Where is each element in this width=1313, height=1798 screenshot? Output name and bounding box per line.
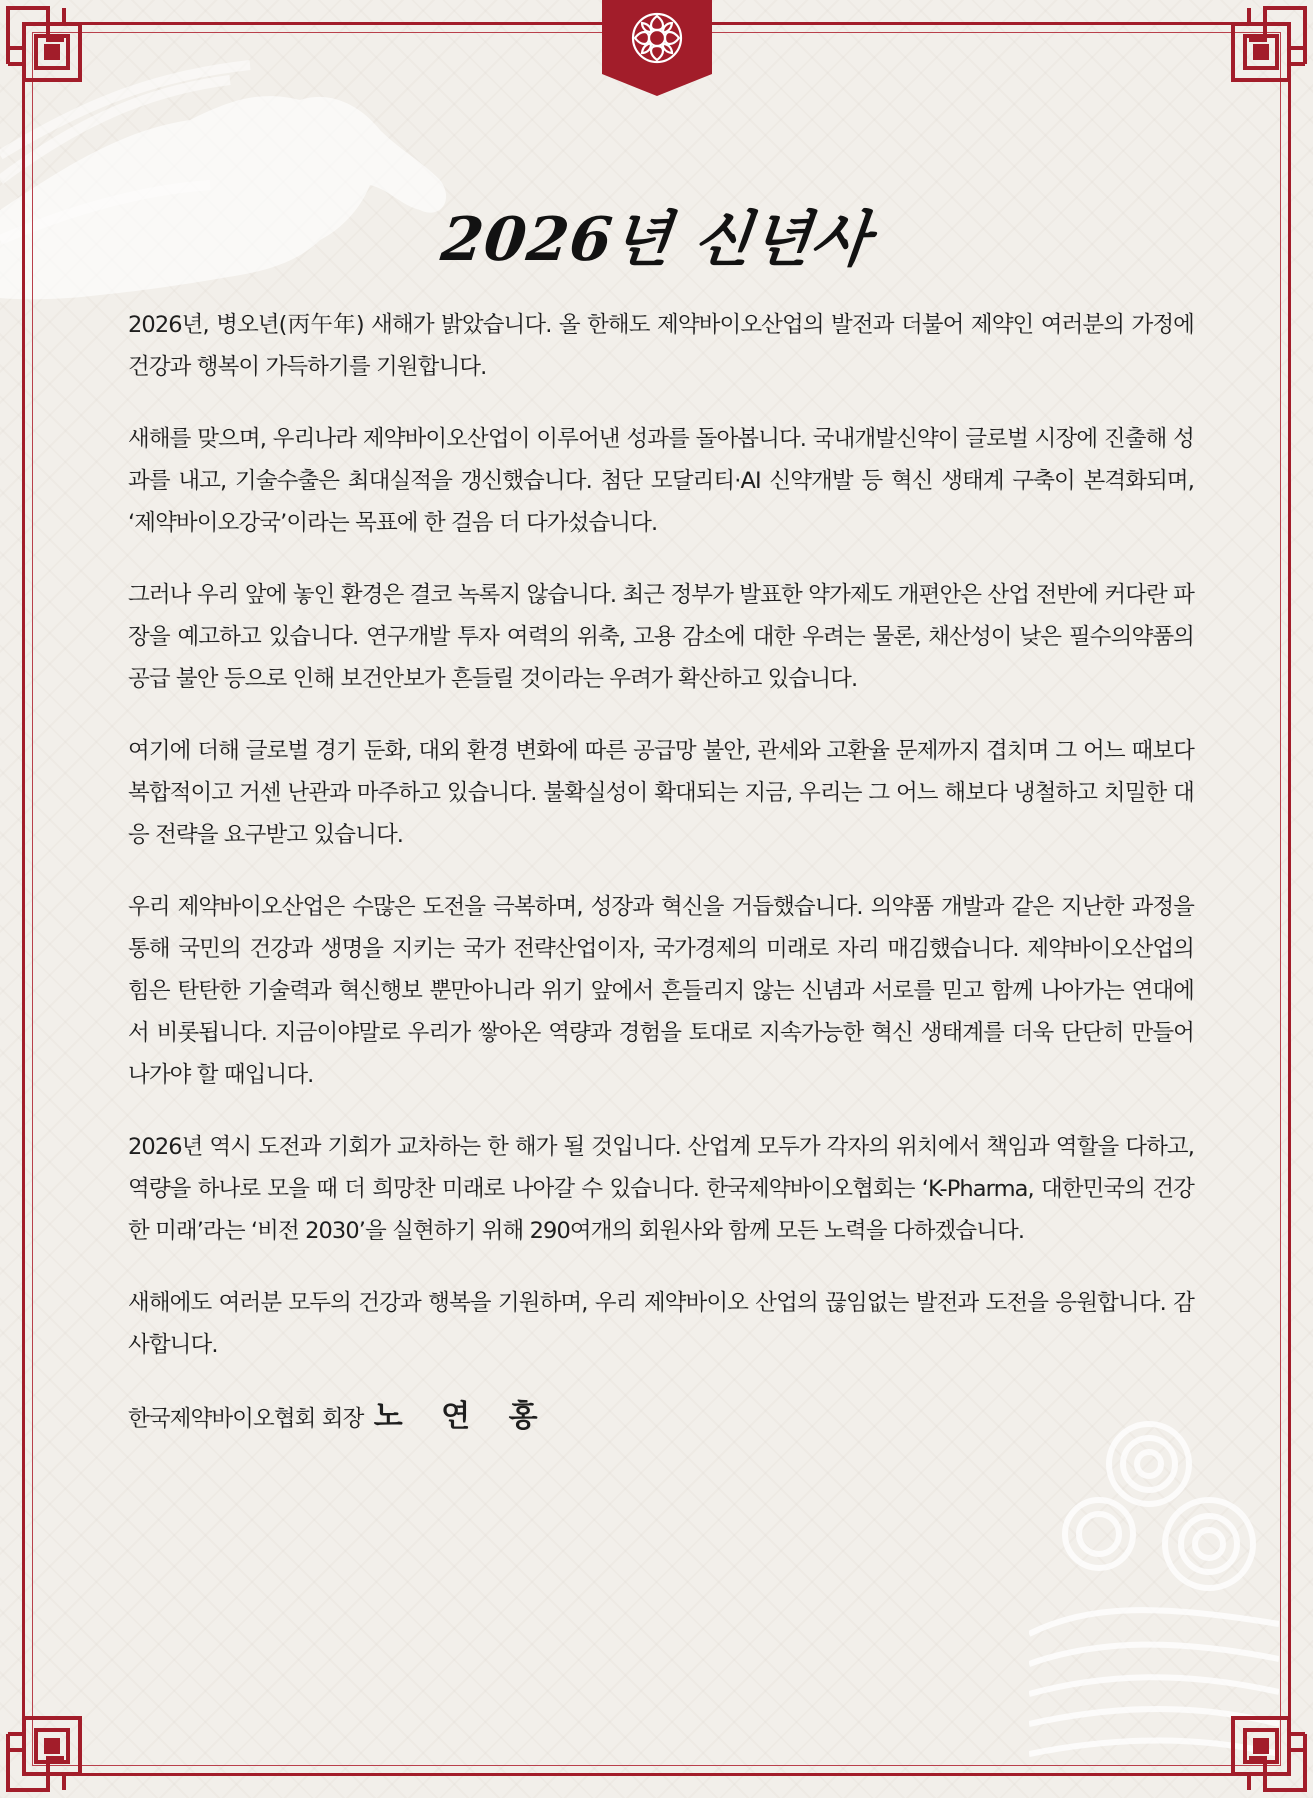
paragraph: 새해에도 여러분 모두의 건강과 행복을 기원하며, 우리 제약바이오 산업의 끊임없는 발전과 도전을 응원합니다. 감사합니다. bbox=[128, 1290, 1194, 1358]
paragraph: 새해를 맞으며, 우리나라 제약바이오산업이 이루어낸 성과를 돌아봅니다. 국내개발신약이 글로벌 시장에 진출해 성과를 내고, 기술수출은 최대실적을 갱신했습니다. 첨단 모달리티·AI 신약개발 등 혁신 생태계 구축이 본격화되며, ‘제약바이오강국’이라는 목표에 한 걸음 더 다가섰습니다. bbox=[128, 426, 1194, 536]
signature-name: 노 연 홍 bbox=[373, 1399, 552, 1434]
corner-ornament-icon bbox=[0, 1698, 100, 1798]
corner-ornament-icon bbox=[1213, 1698, 1313, 1798]
paragraph: 그러나 우리 앞에 놓인 환경은 결코 녹록지 않습니다. 최근 정부가 발표한 약가제도 개편안은 산업 전반에 커다란 파장을 예고하고 있습니다. 연구개발 투자 여력의 위축, 고용 감소에 대한 우려는 물론, 채산성이 낮은 필수의약품의 공급 불안 등으로 인해 보건안보가 흔들릴 것이라는 우려가 확산하고 있습니다. bbox=[128, 582, 1194, 692]
paragraph: 2026년, 병오년(丙午年) 새해가 밝았습니다. 올 한해도 제약바이오산업의 발전과 더불어 제약인 여러분의 가정에 건강과 행복이 가득하기를 기원합니다. bbox=[128, 312, 1194, 380]
paragraph: 우리 제약바이오산업은 수많은 도전을 극복하며, 성장과 혁신을 거듭했습니다. 의약품 개발과 같은 지난한 과정을 통해 국민의 건강과 생명을 지키는 국가 전략산업이자, 국가경제의 미래로 자리 매김했습니다. 제약바이오산업의 힘은 탄탄한 기술력과 혁신행보 뿐만아니라 위기 앞에서 흔들리지 않는 신념과 서로를 믿고 함께 나아가는 연대에서 비롯됩니다. 지금이야말로 우리가 쌓아온 역량과 경험을 토대로 지속가능한 혁신 생태계를 더욱 단단히 만들어 나가야 할 때입니다. bbox=[128, 894, 1194, 1088]
signature-line bbox=[128, 1396, 1194, 1440]
flower-emblem-ribbon-icon bbox=[598, 0, 716, 98]
signature-position: 한국제약바이오협회 회장 bbox=[128, 1406, 364, 1432]
letter-body bbox=[128, 304, 1194, 1440]
paragraph: 여기에 더해 글로벌 경기 둔화, 대외 환경 변화에 따른 공급망 불안, 관세와 고환율 문제까지 겹치며 그 어느 때보다 복합적이고 거센 난관과 마주하고 있습니다. 불확실성이 확대되는 지금, 우리는 그 어느 해보다 냉철하고 치밀한 대응 전략을 요구받고 있습니다. bbox=[128, 738, 1194, 848]
letter-title: 2026년 신년사 bbox=[437, 205, 875, 276]
corner-ornament-icon bbox=[0, 0, 100, 100]
corner-ornament-icon bbox=[1213, 0, 1313, 100]
paragraph: 2026년 역시 도전과 기회가 교차하는 한 해가 될 것입니다. 산업계 모두가 각자의 위치에서 책임과 역할을 다하고, 역량을 하나로 모을 때 더 희망찬 미래로 나아갈 수 있습니다. 한국제약바이오협회는 ‘K-Pharma, 대한민국의 건강한 미래’라는 ‘비전 2030’을 실현하기 위해 290여개의 회원사와 함께 모든 노력을 다하겠습니다. bbox=[128, 1134, 1194, 1244]
